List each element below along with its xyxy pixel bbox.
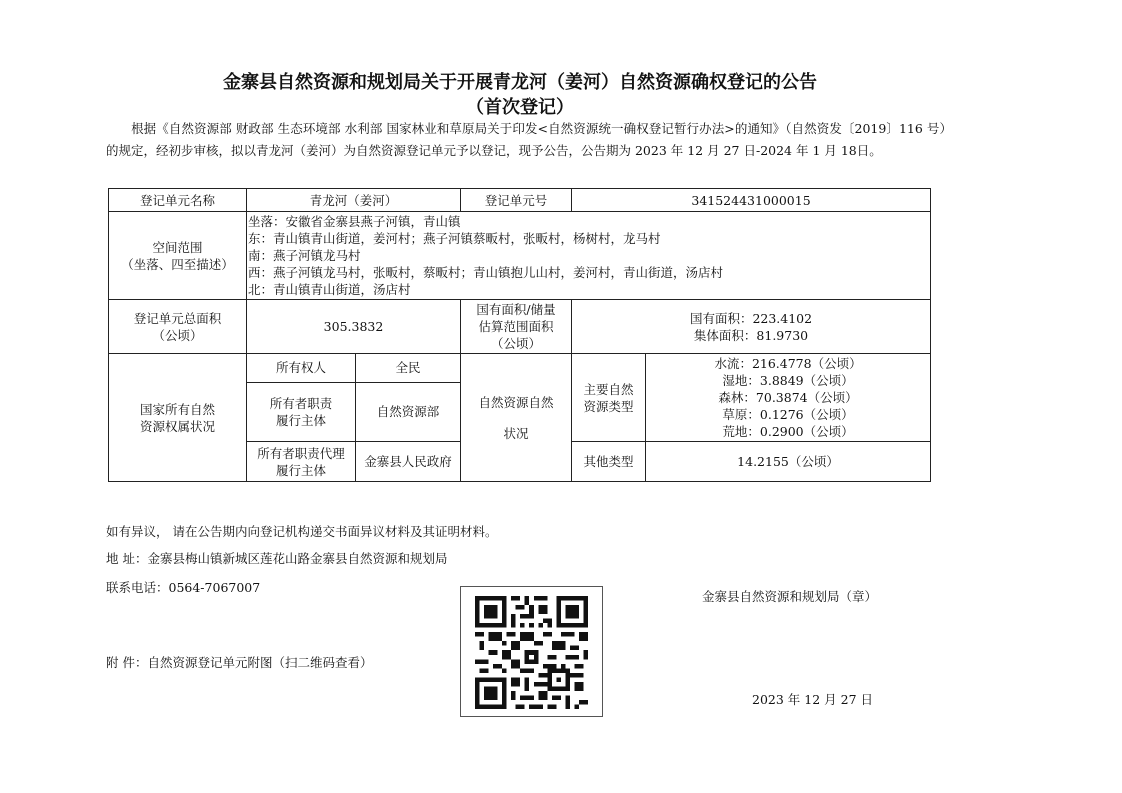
- qr-code-graphic: [475, 596, 588, 709]
- area-values: [572, 300, 931, 354]
- scope-north: 北：青山镇青山街道，汤店村: [248, 282, 411, 297]
- intro-text: 根据《自然资源部 财政部 生态环境部 水利部 国家林业和草原局关于印发<自然资源统一确权登记暂行办法>的通知》（自然资发〔2019〕116 号）的规定，经初步审核，拟以青龙河（姜河）为自然资源登记单元予以登记，现予公告，公告期为 2023 年 12 月 27 日-2024 年 1 月 18日。: [106, 121, 952, 158]
- total-area-value: 305.3832: [247, 300, 461, 354]
- owner-label: 所有权人: [247, 354, 356, 383]
- main-type-grassland: 草原：0.1276（公顷）: [722, 407, 854, 422]
- intro-paragraph: [106, 118, 952, 162]
- total-area-label-line1: 登记单元总面积: [133, 310, 222, 326]
- registration-table: [108, 188, 931, 482]
- state-area-label: [461, 300, 572, 354]
- issuer-seal: 金寨县自然资源和规划局（章）: [702, 589, 878, 604]
- qr-code-icon[interactable]: [460, 586, 603, 717]
- collective-area-value: 集体面积：81.9730: [693, 327, 809, 343]
- phone-line: 联系电话：0564-7067007: [106, 580, 261, 595]
- owner-value: 全民: [356, 354, 461, 383]
- total-area-label: [109, 300, 247, 354]
- main-type-wasteland: 荒地：0.2900（公顷）: [722, 424, 854, 439]
- main-type-label-line2: 资源类型: [583, 398, 634, 414]
- agent-label-line2: 履行主体: [275, 462, 326, 478]
- total-area-label-line2: （公顷）: [152, 327, 203, 343]
- rights-label-line2: 资源权属状况: [139, 418, 215, 434]
- main-type-wetland: 湿地：3.8849（公顷）: [722, 373, 854, 388]
- unit-no-value: 341524431000015: [572, 189, 931, 212]
- unit-name-value: 青龙河（姜河）: [247, 189, 461, 212]
- rights-label: [109, 354, 247, 482]
- unit-no-label: 登记单元号: [461, 189, 572, 212]
- status-label-line1: 自然资源自然: [478, 394, 554, 410]
- scope-description: [247, 212, 931, 300]
- attachment-line: 附 件：自然资源登记单元附图（扫二维码查看）: [106, 655, 373, 670]
- scope-location: 坐落：安徽省金寨县燕子河镇，青山镇: [248, 214, 461, 229]
- notice-title: 金寨县自然资源和规划局关于开展青龙河（姜河）自然资源确权登记的公告: [223, 72, 817, 93]
- status-label-line2: 状况: [503, 425, 529, 441]
- duty-label-line1: 所有者职责: [269, 395, 333, 411]
- main-type-water: 水流：216.4778（公顷）: [714, 356, 862, 371]
- scope-west: 西：燕子河镇龙马村，张畈村，蔡畈村；青山镇抱儿山村，姜河村，青山街道，汤店村: [248, 265, 724, 280]
- address-line: 地 址：金寨县梅山镇新城区莲花山路金寨县自然资源和规划局: [106, 551, 448, 566]
- status-label: [461, 354, 572, 482]
- objection-note: 如有异议， 请在公告期内向登记机构递交书面异议材料及其证明材料。: [106, 524, 498, 539]
- state-area-value: 国有面积：223.4102: [689, 310, 813, 326]
- unit-name-label: 登记单元名称: [109, 189, 247, 212]
- notice-subtitle: （首次登记）: [466, 97, 574, 118]
- duty-value: 自然资源部: [356, 382, 461, 441]
- main-type-forest: 森林：70.3874（公顷）: [718, 390, 858, 405]
- rights-label-line1: 国家所有自然: [139, 401, 215, 417]
- main-type-label-line1: 主要自然: [583, 381, 634, 397]
- state-area-label-line3: （公顷）: [491, 336, 542, 351]
- state-area-label-line2: 估算范围面积: [478, 319, 554, 334]
- issue-date: 2023 年 12 月 27 日: [752, 692, 873, 707]
- scope-east: 东：青山镇青山街道，姜河村；燕子河镇蔡畈村，张畈村，杨树村，龙马村: [248, 231, 661, 246]
- duty-label-line2: 履行主体: [275, 412, 326, 428]
- scope-label-line2: （坐落、四至描述）: [121, 256, 234, 272]
- state-area-label-line1: 国有面积/储量: [476, 302, 556, 317]
- duty-label: [247, 382, 356, 441]
- scope-south: 南：燕子河镇龙马村: [248, 248, 361, 263]
- agent-label-line1: 所有者职责代理: [257, 445, 345, 461]
- agent-value: 金寨县人民政府: [356, 442, 461, 482]
- other-type-value: 14.2155（公顷）: [646, 442, 931, 482]
- agent-label: [247, 442, 356, 482]
- main-types: [646, 354, 931, 442]
- main-type-label: [572, 354, 646, 442]
- other-type-label: 其他类型: [572, 442, 646, 482]
- scope-label-line1: 空间范围: [152, 239, 203, 255]
- scope-label: [109, 212, 247, 300]
